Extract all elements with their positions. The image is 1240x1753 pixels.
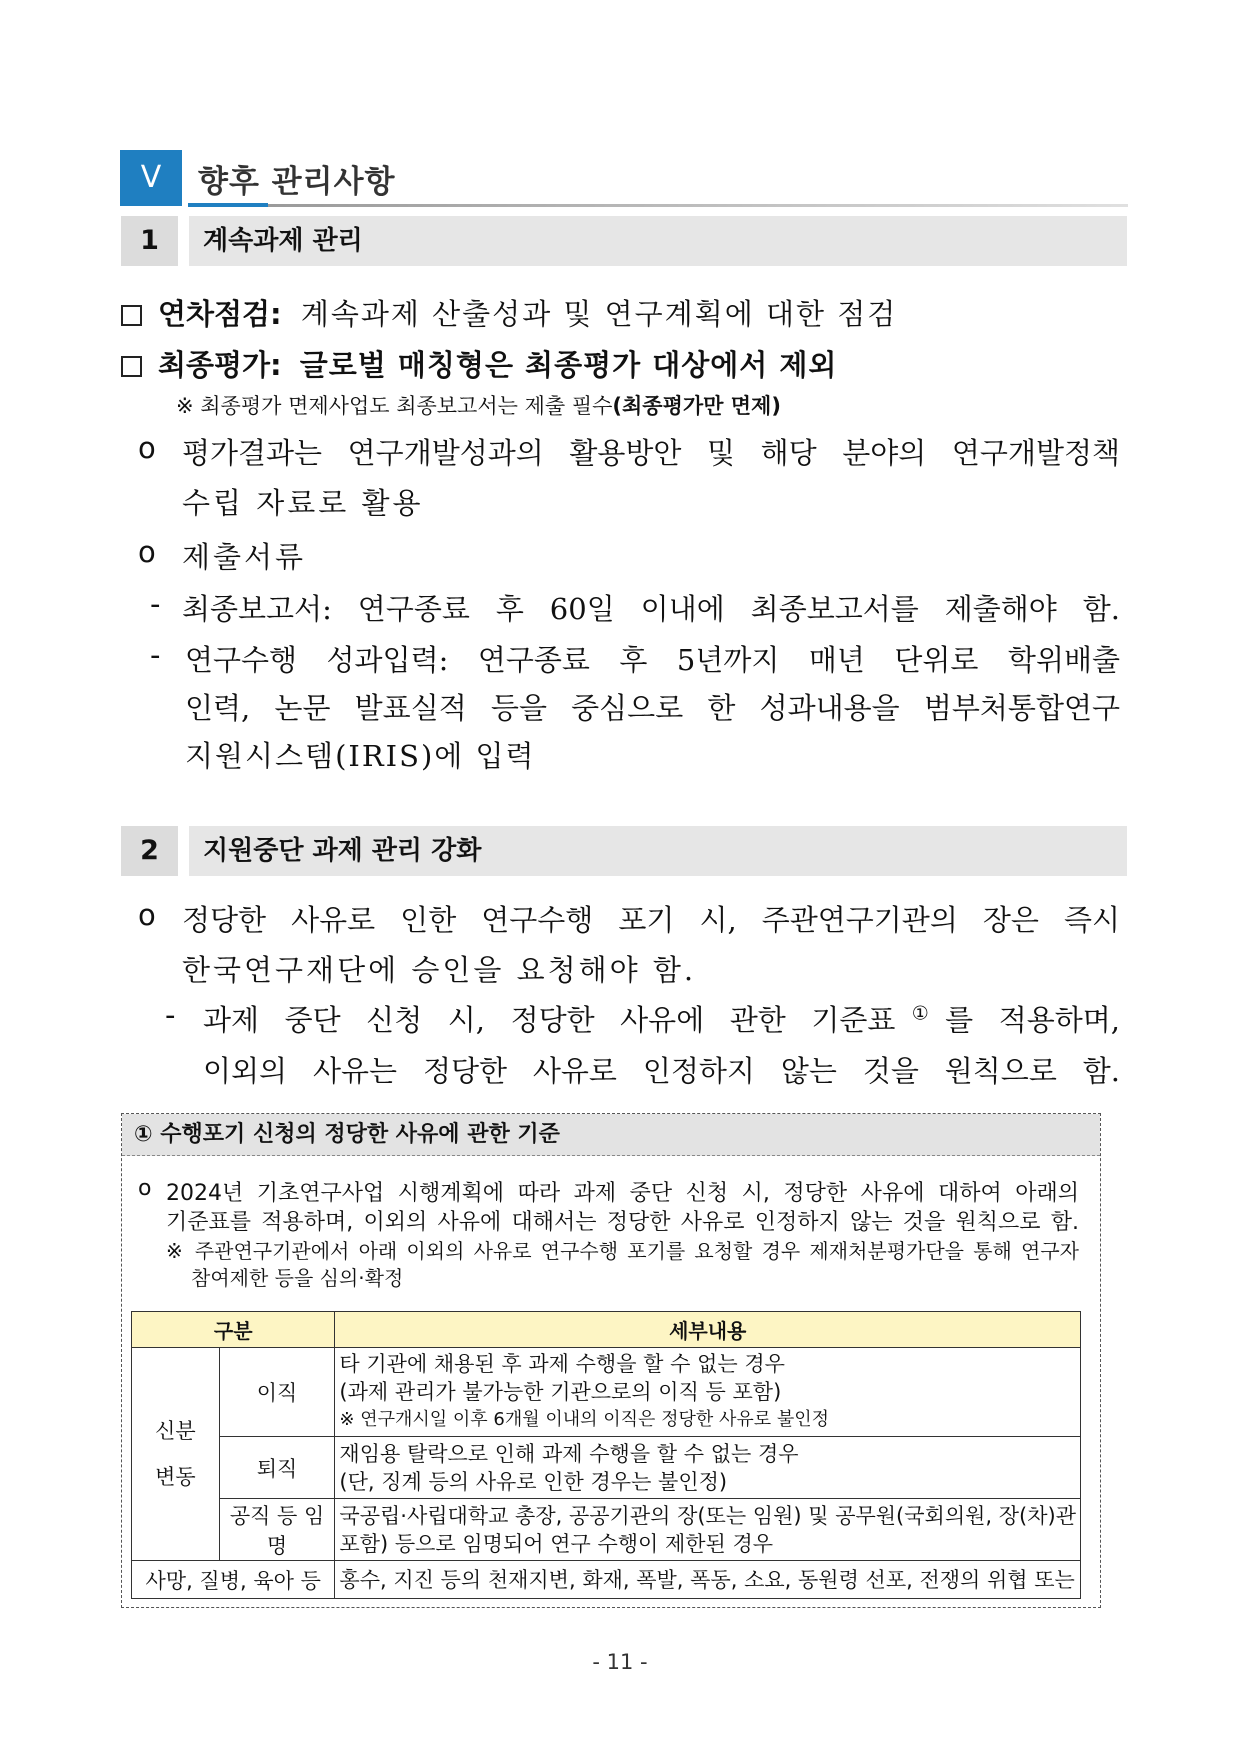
details-line: 국공립·사립대학교 총장, 공공기관의 장(또는 임원) 및 공무원(국회의원, 장(차)관 — [339, 1503, 1076, 1528]
section-1-title: 계속과제 관리 — [189, 216, 1127, 266]
bullet-mark: o — [138, 431, 156, 465]
table-details: 홍수, 지진 등의 천재지변, 화재, 폭발, 폭동, 소요, 동원령 선포, 전쟁의 위협 또는 — [335, 1561, 1081, 1599]
chapter-title: 향후 관리사항 — [198, 164, 396, 200]
criteria-footnote-ref: ① — [895, 1002, 946, 1025]
table-header-details: 세부내용 — [335, 1312, 1081, 1348]
table-sub-category: 이직 — [219, 1348, 335, 1437]
dash-final-report: 최종보고서: 연구종료 후 60일 이내에 최종보고서를 제출해야 함. — [182, 592, 1120, 626]
final-evaluation-note — [176, 390, 781, 420]
group-label-b: 변동 — [155, 1465, 196, 1489]
checkbox-icon — [121, 305, 142, 326]
item-text: 계속과제 산출성과 및 연구계획에 대한 점검 — [300, 297, 898, 331]
table-details — [335, 1348, 1081, 1437]
table-header-category: 구분 — [132, 1312, 335, 1348]
bullet-abandonment-line1: 정당한 사유로 인한 연구수행 포기 시, 주관연구기관의 장은 즉시 — [182, 903, 1120, 937]
table-row — [132, 1499, 1081, 1561]
criteria-text-a: 과제 중단 신청 시, 정당한 사유에 관한 기준표 — [203, 1003, 896, 1037]
item-label: 연차점검: — [158, 297, 282, 331]
chapter-number: V — [140, 160, 162, 195]
dash-criteria-line1 — [203, 998, 1120, 1039]
dash-mark: - — [150, 587, 161, 621]
table-group-status-change — [132, 1348, 220, 1561]
section-1-number: 1 — [121, 216, 178, 266]
chapter-underline-accent — [188, 203, 268, 207]
item-text: 글로벌 매칭형은 최종평가 대상에서 제외 — [299, 348, 838, 382]
criteria-box-title: ① 수행포기 신청의 정당한 사유에 관한 기준 — [122, 1114, 1100, 1156]
criteria-para-line1: 2024년 기초연구사업 시행계획에 따라 과제 중단 신청 시, 정당한 사유에 대하여 아래의 — [166, 1181, 1079, 1206]
table-row — [132, 1437, 1081, 1499]
bullet-evaluation-result-line1: 평가결과는 연구개발성과의 활용방안 및 해당 분야의 연구개발정책 — [182, 436, 1120, 470]
details-line: 타 기관에 채용된 후 과제 수행을 할 수 없는 경우 — [339, 1352, 785, 1376]
bullet-mark: o — [138, 898, 156, 932]
section-2-title: 지원중단 과제 관리 강화 — [189, 826, 1127, 876]
table-row — [132, 1561, 1081, 1599]
bullet-documents: 제출서류 — [182, 540, 307, 574]
note-bold: (최종평가만 면제) — [612, 394, 781, 418]
dash-criteria-line2: 이외의 사유는 정당한 사유로 인정하지 않는 것을 원칙으로 함. — [203, 1054, 1120, 1088]
chapter-number-box — [120, 150, 182, 206]
table-header-row — [132, 1312, 1081, 1348]
dash-performance-input-line3: 지원시스템(IRIS)에 입력 — [185, 739, 536, 773]
details-line: (단, 징계 등의 사유로 인한 경우는 불인정) — [339, 1469, 728, 1494]
table-sub-category: 공직 등 임명 — [219, 1499, 335, 1561]
criteria-para-line2: 기준표를 적용하며, 이외의 사유에 대해서는 정당한 사유로 인정하지 않는 것을 원칙으로 함. — [166, 1210, 1079, 1235]
details-note: ※ 연구개시일 이후 6개월 이내의 이직은 정당한 사유로 불인정 — [339, 1409, 830, 1430]
details-line: (과제 관리가 불가능한 기관으로의 이직 등 포함) — [339, 1380, 782, 1404]
item-label: 최종평가: — [158, 348, 282, 382]
bullet-mark: o — [138, 1176, 152, 1201]
dash-performance-input-line2: 인력, 논문 발표실적 등을 중심으로 한 성과내용을 범부처통합연구 — [185, 691, 1120, 725]
dash-mark: - — [165, 998, 176, 1032]
table-sub-category: 퇴직 — [219, 1437, 335, 1499]
note-text: ※ 최종평가 면제사업도 최종보고서는 제출 필수 — [176, 394, 613, 418]
table-row — [132, 1348, 1081, 1437]
criteria-note-line1: ※ 주관연구기관에서 아래 이외의 사유로 연구수행 포기를 요청할 경우 제재처분평가단을 통해 연구자 — [166, 1239, 1079, 1263]
table-details — [335, 1499, 1081, 1561]
bullet-mark: o — [138, 535, 156, 569]
details-line: 재임용 탈락으로 인해 과제 수행을 할 수 없는 경우 — [339, 1441, 799, 1466]
group-label-a: 신분 — [155, 1419, 196, 1443]
criteria-note-line2: 참여제한 등을 심의·확정 — [191, 1266, 404, 1290]
page-number: - 11 - — [592, 1650, 648, 1674]
chapter-underline — [268, 204, 1128, 207]
table-category: 사망, 질병, 육아 등 — [132, 1561, 335, 1599]
details-line: 포함) 등으로 임명되어 연구 수행이 제한된 경우 — [339, 1531, 774, 1556]
checkbox-item-final-evaluation — [121, 343, 837, 384]
bullet-abandonment-line2: 한국연구재단에 승인을 요청해야 함. — [182, 953, 697, 987]
checkbox-item-annual-review — [121, 292, 897, 333]
section-2-number: 2 — [121, 826, 178, 876]
checkbox-icon — [121, 356, 142, 377]
bullet-evaluation-result-line2: 수립 자료로 활용 — [182, 486, 424, 520]
criteria-table — [131, 1311, 1081, 1599]
criteria-text-b: 를 적용하며, — [945, 1003, 1120, 1037]
table-details — [335, 1437, 1081, 1499]
dash-mark: - — [150, 638, 161, 672]
dash-performance-input-line1: 연구수행 성과입력: 연구종료 후 5년까지 매년 단위로 학위배출 — [185, 643, 1120, 677]
